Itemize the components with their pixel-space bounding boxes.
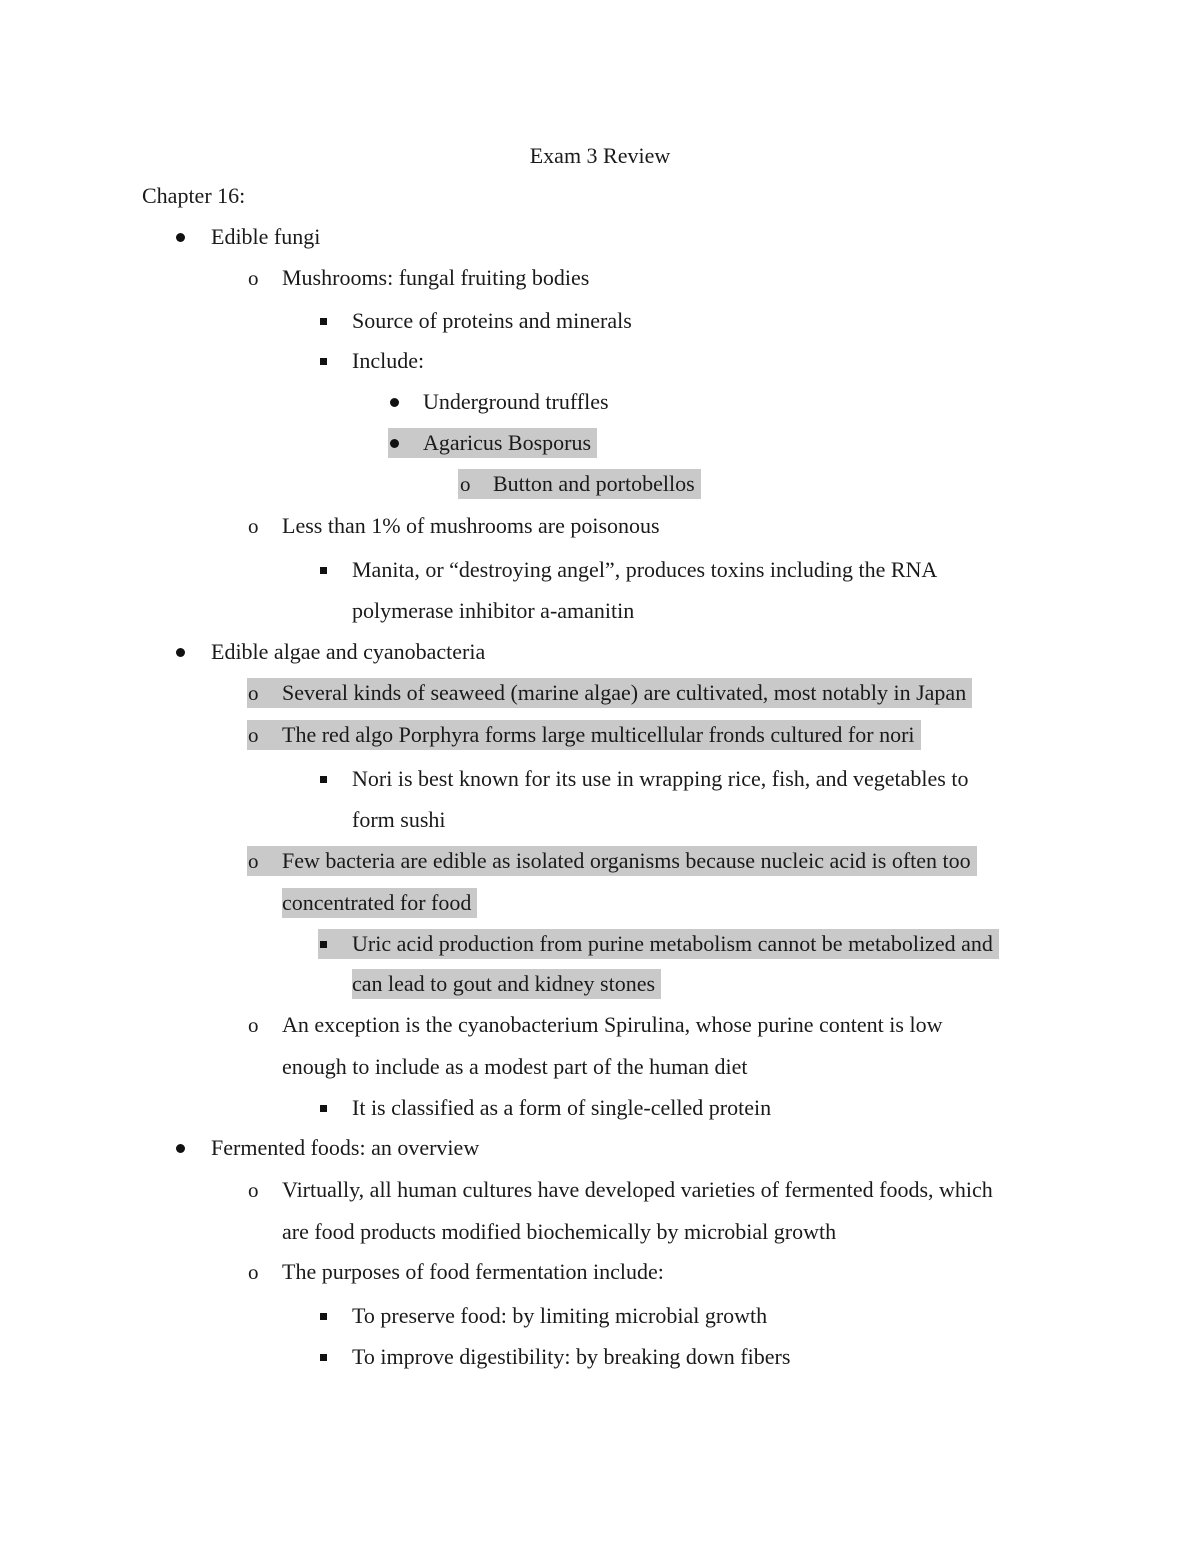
bullet-square-icon: [320, 1354, 327, 1361]
outline-text: The red algo Porphyra forms large multicellular fronds cultured for nori: [282, 722, 915, 747]
bullet-circle-icon: o: [248, 849, 259, 873]
outline-text: enough to include as a modest part of the human diet: [282, 1054, 748, 1079]
outline-text: polymerase inhibitor a-amanitin: [352, 598, 635, 623]
outline-text: Edible fungi: [211, 224, 321, 249]
outline-text: Underground truffles: [423, 389, 609, 414]
outline-text: are food products modified biochemically by microbial growth: [282, 1219, 837, 1244]
outline-text: Include:: [352, 348, 425, 373]
outline-text: It is classified as a form of single-celled protein: [352, 1095, 772, 1120]
bullet-dot-icon: [390, 398, 399, 407]
outline-text: The purposes of food fermentation include:: [282, 1259, 664, 1284]
outline-text: Source of proteins and minerals: [352, 308, 632, 333]
outline-text: Uric acid production from purine metabolism cannot be metabolized and: [352, 931, 993, 956]
bullet-dot-icon: [390, 439, 399, 448]
outline-text: To improve digestibility: by breaking down fibers: [352, 1344, 791, 1369]
bullet-square-icon: [320, 1313, 327, 1320]
outline-text: Virtually, all human cultures have developed varieties of fermented foods, which: [282, 1177, 993, 1202]
outline-text: form sushi: [352, 807, 446, 832]
outline-text: Several kinds of seaweed (marine algae) are cultivated, most notably in Japan: [282, 680, 967, 705]
bullet-dot-icon: [176, 1144, 185, 1153]
outline-text: Few bacteria are edible as isolated organisms because nucleic acid is often too: [282, 848, 971, 873]
bullet-circle-icon: o: [248, 1260, 259, 1284]
bullet-circle-icon: o: [248, 266, 259, 290]
bullet-circle-icon: o: [248, 723, 259, 747]
outline-text: Button and portobellos: [493, 471, 695, 496]
outline-text: Edible algae and cyanobacteria: [211, 639, 486, 664]
bullet-circle-icon: o: [460, 472, 471, 496]
outline-text: To preserve food: by limiting microbial growth: [352, 1303, 768, 1328]
outline-text: concentrated for food: [282, 890, 472, 915]
document-title: Exam 3 Review: [529, 143, 671, 168]
bullet-square-icon: [320, 941, 327, 948]
bullet-square-icon: [320, 1105, 327, 1112]
outline-text: Mushrooms: fungal fruiting bodies: [282, 265, 590, 290]
bullet-circle-icon: o: [248, 1178, 259, 1202]
bullet-dot-icon: [176, 233, 185, 242]
outline-text: An exception is the cyanobacterium Spirulina, whose purine content is low: [282, 1012, 943, 1037]
outline-text: Fermented foods: an overview: [211, 1135, 480, 1160]
bullet-circle-icon: o: [248, 514, 259, 538]
bullet-dot-icon: [176, 648, 185, 657]
outline-text: Less than 1% of mushrooms are poisonous: [282, 513, 660, 538]
outline-text: can lead to gout and kidney stones: [352, 971, 656, 996]
outline-text: Nori is best known for its use in wrapping rice, fish, and vegetables to: [352, 766, 969, 791]
bullet-circle-icon: o: [248, 681, 259, 705]
outline-text: Manita, or “destroying angel”, produces toxins including the RNA: [352, 557, 938, 582]
outline-text: Agaricus Bosporus: [423, 430, 592, 455]
bullet-square-icon: [320, 358, 327, 365]
bullet-square-icon: [320, 318, 327, 325]
bullet-circle-icon: o: [248, 1013, 259, 1037]
bullet-square-icon: [320, 776, 327, 783]
bullet-square-icon: [320, 567, 327, 574]
chapter-heading: Chapter 16:: [142, 183, 246, 208]
